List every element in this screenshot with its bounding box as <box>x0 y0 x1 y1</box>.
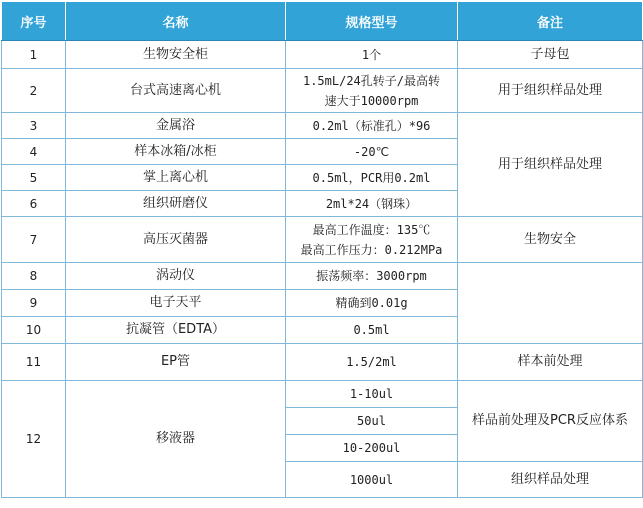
note-cell: 用于组织样品处理 <box>458 113 643 217</box>
equipment-name: 组织研磨仪 <box>66 191 286 217</box>
table-row <box>2 113 643 139</box>
row-number: 8 <box>2 263 66 290</box>
row-number: 11 <box>2 344 66 381</box>
equipment-name: 移液器 <box>66 381 286 498</box>
equipment-name: 台式高速离心机 <box>66 69 286 113</box>
equipment-name: 生物安全柜 <box>66 41 286 69</box>
note-cell: 样品前处理及PCR反应体系 <box>458 381 643 462</box>
equipment-name: 金属浴 <box>66 113 286 139</box>
equipment-table <box>1 1 643 498</box>
spec-cell: 0.2ml（标准孔）*96 <box>286 113 458 139</box>
spec-cell: 0.5ml <box>286 317 458 344</box>
equipment-name: 高压灭菌器 <box>66 217 286 263</box>
table-row <box>2 344 643 381</box>
row-number: 7 <box>2 217 66 263</box>
spec-cell: 10-200ul <box>286 435 458 462</box>
note-cell-empty <box>458 263 643 344</box>
spec-cell: 0.5ml，PCR用0.2ml <box>286 165 458 191</box>
note-cell: 样本前处理 <box>458 344 643 381</box>
spec-cell: 1.5/2ml <box>286 344 458 381</box>
header-spec: 规格型号 <box>286 2 458 41</box>
spec-cell <box>286 217 458 263</box>
header-row <box>2 2 643 41</box>
row-number: 12 <box>2 381 66 498</box>
equipment-name: 抗凝管（EDTA） <box>66 317 286 344</box>
table-row <box>2 41 643 69</box>
header-name: 名称 <box>66 2 286 41</box>
row-number: 10 <box>2 317 66 344</box>
equipment-name: 样本冰箱/冰柜 <box>66 139 286 165</box>
row-number: 1 <box>2 41 66 69</box>
spec-cell: 1000ul <box>286 462 458 498</box>
spec-line: 最高工作压力：0.212MPa <box>300 242 443 257</box>
table-row <box>2 217 643 263</box>
spec-cell: 1-10ul <box>286 381 458 408</box>
table-row <box>2 381 643 408</box>
row-number: 6 <box>2 191 66 217</box>
spec-cell: 精确到0.01g <box>286 290 458 317</box>
spec-line: 1.5mL/24孔转子/最高转 <box>302 73 441 88</box>
equipment-name: 掌上离心机 <box>66 165 286 191</box>
table-row <box>2 263 643 290</box>
note-cell: 生物安全 <box>458 217 643 263</box>
row-number: 2 <box>2 69 66 113</box>
spec-line: 速大于10000rpm <box>324 93 419 108</box>
spec-cell: 50ul <box>286 408 458 435</box>
note-cell: 子母包 <box>458 41 643 69</box>
row-number: 4 <box>2 139 66 165</box>
spec-line: 最高工作温度：135℃ <box>312 222 431 237</box>
spec-cell: 振荡频率：3000rpm <box>286 263 458 290</box>
row-number: 5 <box>2 165 66 191</box>
spec-cell: -20℃ <box>286 139 458 165</box>
row-number: 9 <box>2 290 66 317</box>
table-row <box>2 69 643 113</box>
header-note: 备注 <box>458 2 643 41</box>
row-number: 3 <box>2 113 66 139</box>
header-no: 序号 <box>2 2 66 41</box>
equipment-name: 电子天平 <box>66 290 286 317</box>
spec-cell: 1个 <box>286 41 458 69</box>
equipment-name: EP管 <box>66 344 286 381</box>
note-cell: 用于组织样品处理 <box>458 69 643 113</box>
spec-cell <box>286 69 458 113</box>
equipment-name: 涡动仪 <box>66 263 286 290</box>
spec-cell: 2ml*24（钢珠） <box>286 191 458 217</box>
note-cell: 组织样品处理 <box>458 462 643 498</box>
